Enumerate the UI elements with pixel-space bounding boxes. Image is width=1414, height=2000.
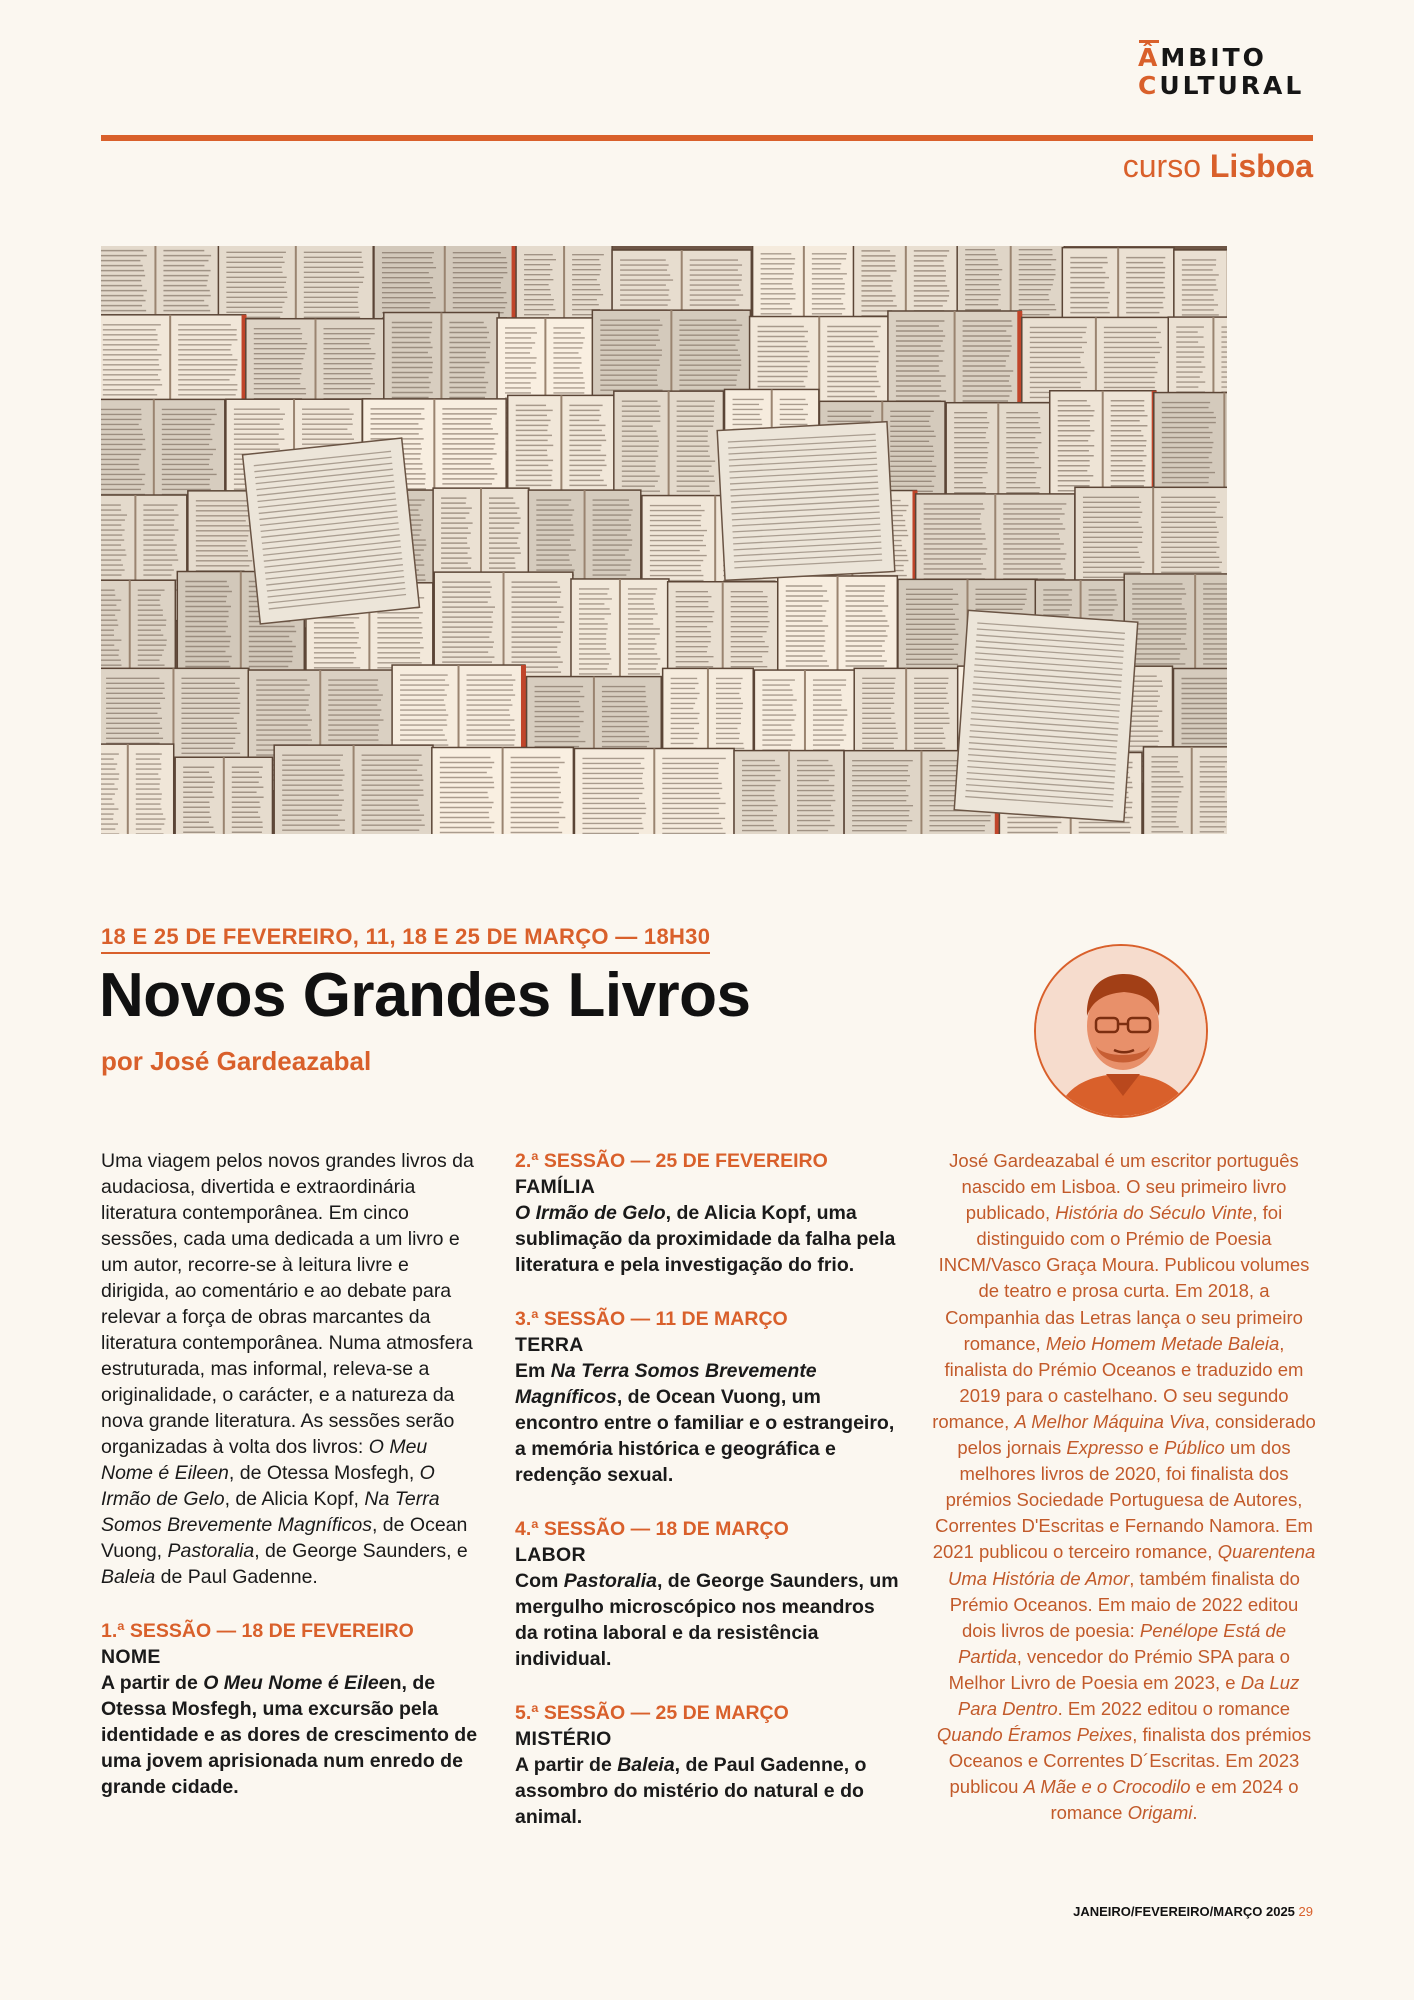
bio-text: . Em 2022 editou o romance — [1057, 1697, 1291, 1719]
session-book: O Irmão de Gelo — [515, 1202, 666, 1224]
intro-book-3: Na Terra Somos Brevemente Magníficos — [101, 1488, 440, 1536]
session-book: Pastoralia — [563, 1570, 657, 1592]
intro-text-2: , de Otessa Mosfegh, — [228, 1462, 420, 1484]
bio-title: Expresso — [1066, 1437, 1144, 1459]
session-text — [101, 1670, 481, 1800]
open-books-photo — [101, 246, 1227, 834]
session-5 — [515, 1700, 899, 1830]
intro-paragraph — [101, 1148, 481, 1590]
bio-text: . — [1192, 1802, 1198, 1824]
session-4 — [515, 1516, 899, 1672]
session-book: O Meu Nome é Eilee — [203, 1672, 390, 1694]
session-theme: FAMÍLIA — [515, 1176, 596, 1198]
bio-text: , considerado pelos jornais — [957, 1410, 1316, 1459]
session-heading: 5.ª SESSÃO — 25 DE MARÇO — [515, 1702, 789, 1724]
page-footer — [1073, 1904, 1313, 1919]
issue-label: JANEIRO/FEVEREIRO/MARÇO 2025 — [1073, 1904, 1295, 1919]
logo-word-2: ULTURAL — [1159, 71, 1305, 100]
logo-line-2 — [1138, 72, 1318, 100]
bio-title: Quando Éramos Peixes — [936, 1724, 1133, 1746]
session-heading: 2.ª SESSÃO — 25 DE FEVEREIRO — [515, 1150, 828, 1172]
logo-word-1: MBITO — [1160, 43, 1267, 72]
session-heading: 3.ª SESSÃO — 11 DE MARÇO — [515, 1308, 788, 1330]
logo-line-1 — [1138, 44, 1318, 72]
city-label: Lisboa — [1209, 148, 1313, 184]
session-text — [515, 1752, 899, 1830]
category-label: curso — [1122, 148, 1201, 184]
intro-text-1: Uma viagem pelos novos grandes livros da audaciosa, divertida e extraordinária literatura contemporânea. Em cinco sessões, cada uma dedicada a um livro e um autor, recorre-se à leitura livre e dirigida, ao comentário e ao debate para relevar a força de obras marcantes da literatura contemporânea. Numa atmosfera estruturada, mas informal, releva-se a originalidade, o carácter, e a natureza da nova grande literatura. As sessões serão organizadas à volta dos livros: — [101, 1150, 474, 1458]
session-2 — [515, 1148, 899, 1278]
bio-text: , foi distinguido com o Prémio de Poesia INCM/Vasco Graça Moura. Publicou volumes de teatro e prosa curta. Em 2018, a Companhia das Letras lança o seu primeiro romance, — [938, 1202, 1310, 1354]
intro-column — [101, 1148, 481, 1800]
bio-text: José Gardeazabal é um escritor português nascido em Lisboa. O seu primeiro livro publicado, — [949, 1150, 1299, 1224]
session-text-b: , de Ocean Vuong, um encontro entre o familiar e o estrangeiro, a memória histórica e geográfica e redenção sexual. — [515, 1386, 895, 1486]
bio-title: História do Século Vinte — [1055, 1202, 1253, 1224]
sessions-column — [515, 1148, 899, 1830]
bio-text: e em 2024 o romance — [1050, 1776, 1299, 1824]
author-bio — [932, 1148, 1316, 1826]
bio-text: , também finalista do Prémio Oceanos. Em maio de 2022 editou dois livros de poesia: — [949, 1567, 1300, 1641]
session-text-a: A partir de — [515, 1754, 618, 1776]
intro-text-5: , de George Saunders, e — [254, 1540, 468, 1562]
intro-book-2: O Irmão de Gelo — [101, 1462, 435, 1510]
session-book: Baleia — [617, 1754, 675, 1776]
author-portrait — [1034, 944, 1208, 1118]
session-heading: 4.ª SESSÃO — 18 DE MARÇO — [515, 1518, 789, 1540]
event-dates: 18 E 25 DE FEVEREIRO, 11, 18 E 25 DE MARÇO — 18H30 — [101, 924, 710, 954]
bio-text: , finalista dos prémios Oceanos e Correntes D´Escritas. Em 2023 publicou — [948, 1724, 1312, 1798]
bio-text: um dos melhores livros de 2020, foi finalista dos prémios Sociedade Portuguesa de Autores, Correntes D'Escritas e Fernando Namora. Em 2021 publicou o terceiro romance, — [932, 1437, 1313, 1563]
bio-title: Meio Homem Metade Baleia — [1045, 1332, 1280, 1354]
session-text-b: , de George Saunders, um mergulho microscópico nos meandros da rotina laboral e da resistência individual. — [515, 1570, 899, 1670]
bio-text: e — [1143, 1437, 1165, 1459]
session-text-a: A partir de — [101, 1672, 204, 1694]
session-text-a: Com — [515, 1570, 564, 1592]
event-title: Novos Grandes Livros — [99, 961, 751, 1030]
intro-text-4: , de Ocean Vuong, — [101, 1514, 468, 1562]
session-text — [515, 1358, 899, 1488]
ambito-cultural-logo — [1138, 44, 1318, 100]
session-theme: TERRA — [515, 1334, 584, 1356]
page-number: 29 — [1298, 1904, 1313, 1919]
intro-text-6: de Paul Gadenne. — [155, 1566, 318, 1588]
bio-title: A Melhor Máquina Viva — [1014, 1410, 1205, 1432]
bio-text: , vencedor do Prémio SPA para o Melhor Livro de Poesia em 2023, e — [948, 1645, 1290, 1693]
session-heading: 1.ª SESSÃO — 18 DE FEVEREIRO — [101, 1620, 414, 1642]
session-text-b: n, de Otessa Mosfegh, uma excursão pela identidade e as dores de crescimento de uma jovem aprisionada num enredo de grande cidade. — [101, 1672, 478, 1798]
event-byline: por José Gardeazabal — [101, 1046, 372, 1076]
session-text-b: , de Paul Gadenne, o assombro do mistério do natural e do animal. — [515, 1754, 867, 1828]
session-text-a: Em — [515, 1360, 551, 1382]
intro-book-5: Baleia — [101, 1566, 156, 1588]
session-3 — [515, 1306, 899, 1488]
bio-paragraph — [932, 1148, 1316, 1826]
header-rule — [101, 135, 1313, 141]
session-text — [515, 1200, 899, 1278]
section-label — [1123, 148, 1313, 185]
intro-book-4: Pastoralia — [167, 1540, 255, 1562]
logo-letter-c: C — [1138, 71, 1160, 100]
session-theme: MISTÉRIO — [515, 1728, 612, 1750]
session-text-b: , de Alicia Kopf, uma sublimação da proximidade da falha pela literatura e pela investigação do frio. — [515, 1202, 896, 1276]
session-book: Na Terra Somos Brevemente Magníficos — [515, 1360, 817, 1408]
intro-text-3: , de Alicia Kopf, — [224, 1488, 365, 1510]
intro-book-1: O Meu Nome é Eileen — [101, 1436, 428, 1484]
bio-title: Quarentena Uma História de Amor — [948, 1541, 1316, 1589]
session-theme: LABOR — [515, 1544, 586, 1566]
bio-title: Penélope Está de Partida — [958, 1619, 1286, 1667]
bio-text: , finalista do Prémio Oceanos e traduzido em 2019 para o castelhano. O seu segundo romance, — [932, 1332, 1304, 1432]
bio-title: Origami — [1127, 1802, 1193, 1824]
session-1 — [101, 1618, 481, 1800]
bio-title: Da Luz Para Dentro — [957, 1671, 1300, 1719]
session-theme: NOME — [101, 1646, 161, 1668]
bio-title: Público — [1164, 1437, 1225, 1459]
logo-letter-a: Â — [1138, 43, 1161, 72]
session-text — [515, 1568, 899, 1672]
bio-title: A Mãe e o Crocodilo — [1023, 1776, 1191, 1798]
